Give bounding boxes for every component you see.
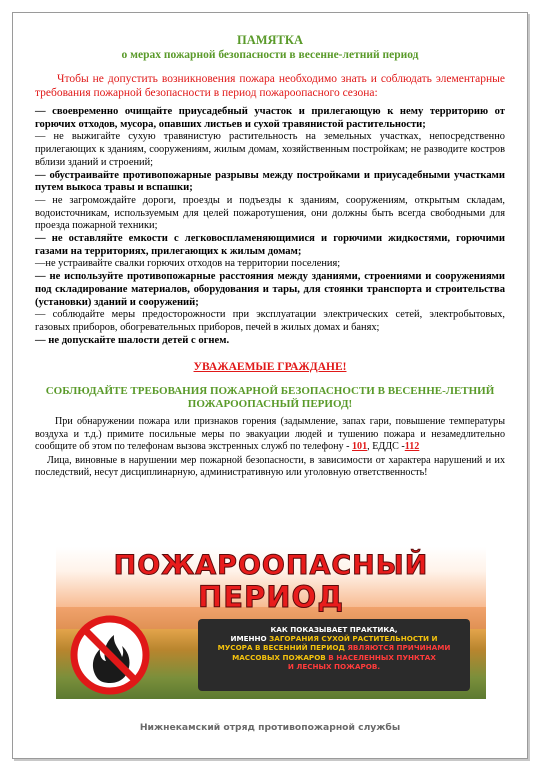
rule-item: — не допускайте шалости детей с огнем. <box>35 334 230 346</box>
callout-line <box>198 653 470 662</box>
intro-text: Чтобы не допустить возникновения пожара необходимо знать и соблюдать элементарные требования пожарной безопасности в период пожароопасного сезона: <box>35 73 505 99</box>
liability-paragraph: Лица, виновные в нарушении мер пожарной безопасности, в зависимости от характера нарушений и их последствий, несут дисциплинарную, административную или уголовную ответственность! <box>35 454 505 479</box>
banner-callout <box>198 619 470 691</box>
callout-line <box>198 643 470 652</box>
banner-title-line2: ПЕРИОД <box>197 580 345 614</box>
callout-alert: ЯВЛЯЮТСЯ ПРИЧИНАМИ <box>344 643 451 653</box>
obey-heading: СОБЛЮДАЙТЕ ТРЕБОВАНИЯ ПОЖАРНОЙ БЕЗОПАСНОСТИ В ВЕСЕННЕ-ЛЕТНИЙ ПОЖАРООПАСНЫЙ ПЕРИОД! <box>45 385 495 411</box>
fire-season-banner <box>56 547 486 699</box>
phone-edds: 112 <box>404 441 420 453</box>
appeal-heading: УВАЖАЕМЫЕ ГРАЖДАНЕ! <box>193 361 347 374</box>
rule-item: — не выжигайте сухую травянистую растительность на земельных участках, непосредственно прилегающих к зданиям, сооружениям, жилым домам, хозяйственным постройкам; не разводите костров вблизи зданий и строений; <box>35 131 505 168</box>
rule-item: — своевременно очищайте приусадебный участок и прилегающую к нему территорию от горючих отходов, мусора, опавших листьев и сухой травянистой растительности; <box>35 106 505 130</box>
callout-text: ИМЕННО <box>230 634 270 644</box>
rule-item: — обустраивайте противопожарные разрывы между постройками и приусадебными участками путем выкоса травы и вспашки; <box>35 169 505 194</box>
document-content <box>35 33 505 480</box>
banner-title-line1: ПОЖАРООПАСНЫЙ <box>113 550 429 581</box>
callout-line: КАК ПОКАЗЫВАЕТ ПРАКТИКА, <box>270 625 398 634</box>
callout-highlight: МАССОВЫХ ПОЖАРОВ <box>232 652 326 662</box>
rule-item: — не загромождайте дороги, проезды и подъезды к зданиям, сооружениям, открытым складам, водоисточникам, используемым для целей пожаротушения, они должны быть всегда свободными для проезда пожарной техники; <box>35 194 505 232</box>
callout-highlight: ЗАГОРАНИЯ СУХОЙ РАСТИТЕЛЬНОСТИ И <box>269 634 438 644</box>
rules-list <box>35 106 505 347</box>
callout-alert: В НАСЕЛЕННЫХ ПУНКТАХ <box>325 652 436 662</box>
callout-line <box>198 634 470 643</box>
phone-fire: 101 <box>352 441 368 453</box>
edds-label: , ЕДДС - <box>367 441 405 453</box>
memo-subtitle: о мерах пожарной безопасности в весенне-летний период <box>121 49 419 61</box>
memo-title: ПАМЯТКА <box>236 33 303 47</box>
rule-item: —не устраивайте свалки горючих отходов на территории поселения; <box>35 258 341 270</box>
organization-footer: Нижнекамский отряд противопожарной службы <box>139 722 401 733</box>
emergency-paragraph <box>35 416 505 454</box>
rule-item: — соблюдайте меры предосторожности при эксплуатации электрических сетей, электробытовых, газовых приборов, обогревательных приборов, печей в жилых домах и банях; <box>35 309 505 333</box>
rule-item: — не используйте противопожарные расстояния между зданиями, строениями и сооружениями под складирование материалов, оборудования и тары, для стоянки транспорта и строительства (установки) зданий и сооружений; <box>35 271 505 308</box>
emergency-text: При обнаружении пожара или признаков горения (задымление, запах гари, повышение температуры воздуха и т.д.) примите посильные меры по эвакуации людей и тушению пожара и незамедлительно сообщите об этом по телефонам вызова экстренных служб по телефону - <box>35 416 505 453</box>
callout-highlight: МУСОРА В ВЕСЕННИЙ ПЕРИОД <box>217 643 345 653</box>
callout-line: И ЛЕСНЫХ ПОЖАРОВ. <box>287 661 381 671</box>
document-page <box>12 12 528 759</box>
no-fire-sign-icon <box>68 613 152 697</box>
rule-item: — не оставляйте емкости с легковоспламеняющимися и горючими жидкостями, горючими газами на территориях, прилегающих к жилым домам; <box>35 233 505 257</box>
